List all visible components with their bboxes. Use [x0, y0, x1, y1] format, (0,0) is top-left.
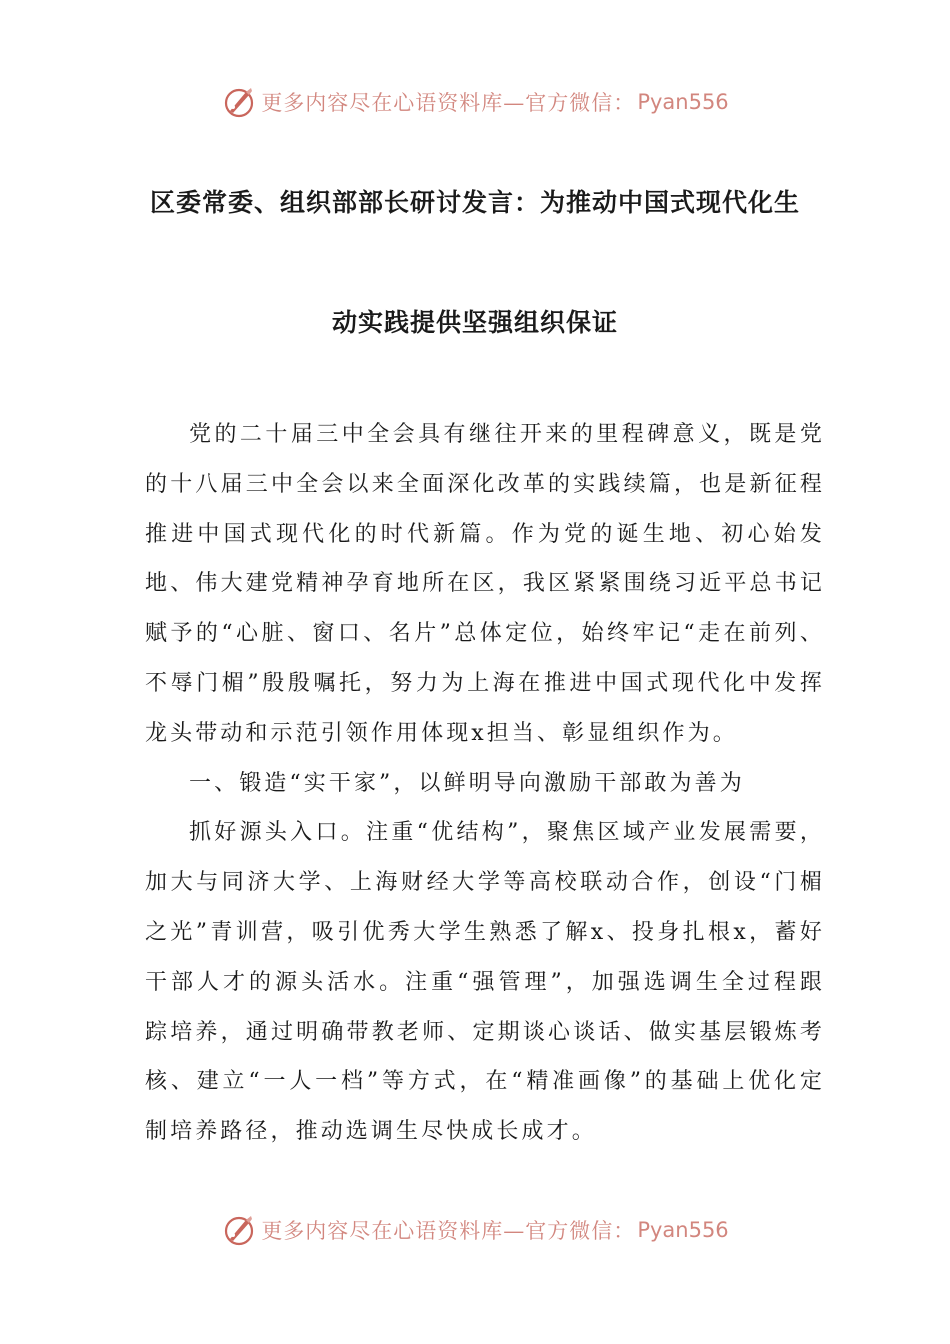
pen-circle-logo-icon — [221, 84, 257, 120]
watermark-wechat-id: Pyan556 — [637, 90, 729, 114]
watermark-header — [0, 82, 950, 122]
document-title-line-2: 动实践提供坚强组织保证 — [331, 308, 618, 337]
document-body — [145, 410, 825, 1157]
watermark-text: 更多内容尽在心语资料库—官方微信： — [261, 91, 636, 115]
watermark-wechat-id: Pyan556 — [637, 1218, 729, 1242]
paragraph-intro: 党的二十届三中全会具有继往开来的里程碑意义，既是党的十八届三中全会以来全面深化改革的实践续篇，也是新征程推进中国式现代化的时代新篇。作为党的诞生地、初心始发地、伟大建党精神孕育地所在区，我区紧紧围绕习近平总书记赋予的“心脏、窗口、名片”总体定位，始终牢记“走在前列、不辱门楣”殷殷嘱托，努力为上海在推进中国式现代化中发挥龙头带动和示范引领作用体现x担当、彰显组织作为。 — [145, 422, 825, 746]
watermark-footer — [0, 1210, 950, 1250]
pen-circle-logo-icon — [221, 1212, 257, 1248]
watermark-text: 更多内容尽在心语资料库—官方微信： — [261, 1219, 636, 1243]
document-title-line-1: 区委常委、组织部部长研讨发言：为推动中国式现代化生 — [149, 188, 800, 217]
paragraph-source-entry: 抓好源头入口。注重“优结构”，聚焦区域产业发展需要，加大与同济大学、上海财经大学等高校联动合作，创设“门楣之光”青训营，吸引优秀大学生熟悉了解x、投身扎根x，蓄好干部人才的源头活水。注重“强管理”，加强选调生全过程跟踪培养，通过明确带教老师、定期谈心谈话、做实基层锻炼考核、建立“一人一档”等方式，在“精准画像”的基础上优化定制培养路径，推动选调生尽快成长成才。 — [145, 820, 825, 1145]
section-heading-1: 一、锻造“实干家”，以鲜明导向激励干部敢为善为 — [189, 770, 745, 796]
